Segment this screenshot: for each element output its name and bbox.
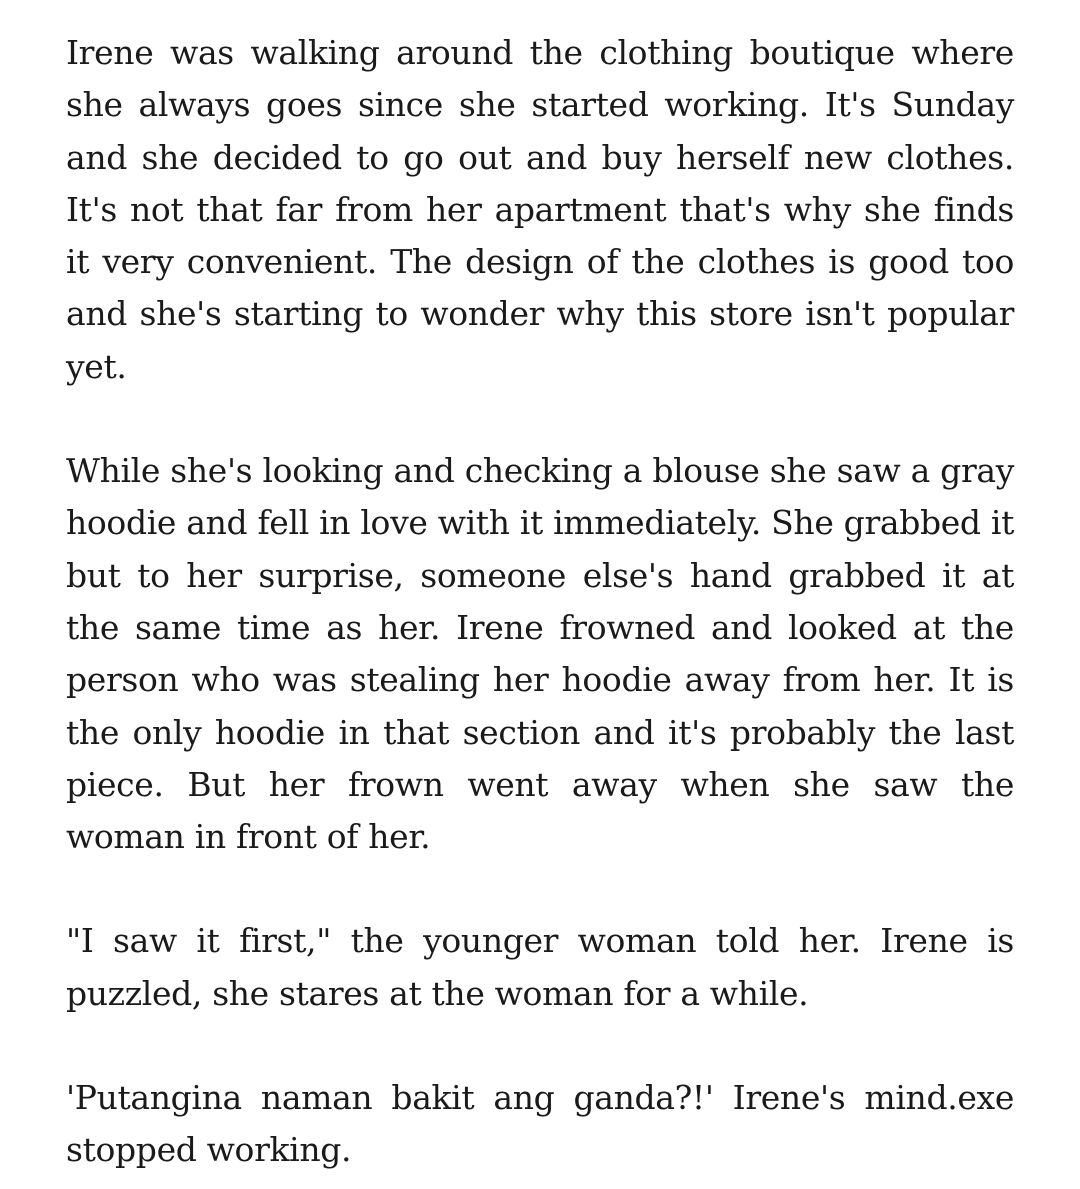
story-paragraph-2: While she's looking and checking a blouse she saw a gray hoodie and fell in love with it immediately. She grabbed it but to her surprise, someone else's hand grabbed it at the same time as her. Irene frowned and looked at the person who was stealing her hoodie away from her. It is the only hoodie in that section and it's probably the last piece. But her frown went away when she saw the woman in front of her. [66,451,1014,857]
story-paragraph-3: "I saw it first," the younger woman told her. Irene is puzzled, she stares at the woman for a while. [66,921,1014,1013]
story-paragraph-4: 'Putangina naman bakit ang ganda?!' Irene's mind.exe stopped working. [66,1078,1014,1170]
story-paragraph-1: Irene was walking around the clothing boutique where she always goes since she started working. It's Sunday and she decided to go out and buy herself new clothes. It's not that far from her apartment that's why she finds it very convenient. The design of the clothes is good too and she's starting to wonder why this store isn't popular yet. [66,33,1014,386]
